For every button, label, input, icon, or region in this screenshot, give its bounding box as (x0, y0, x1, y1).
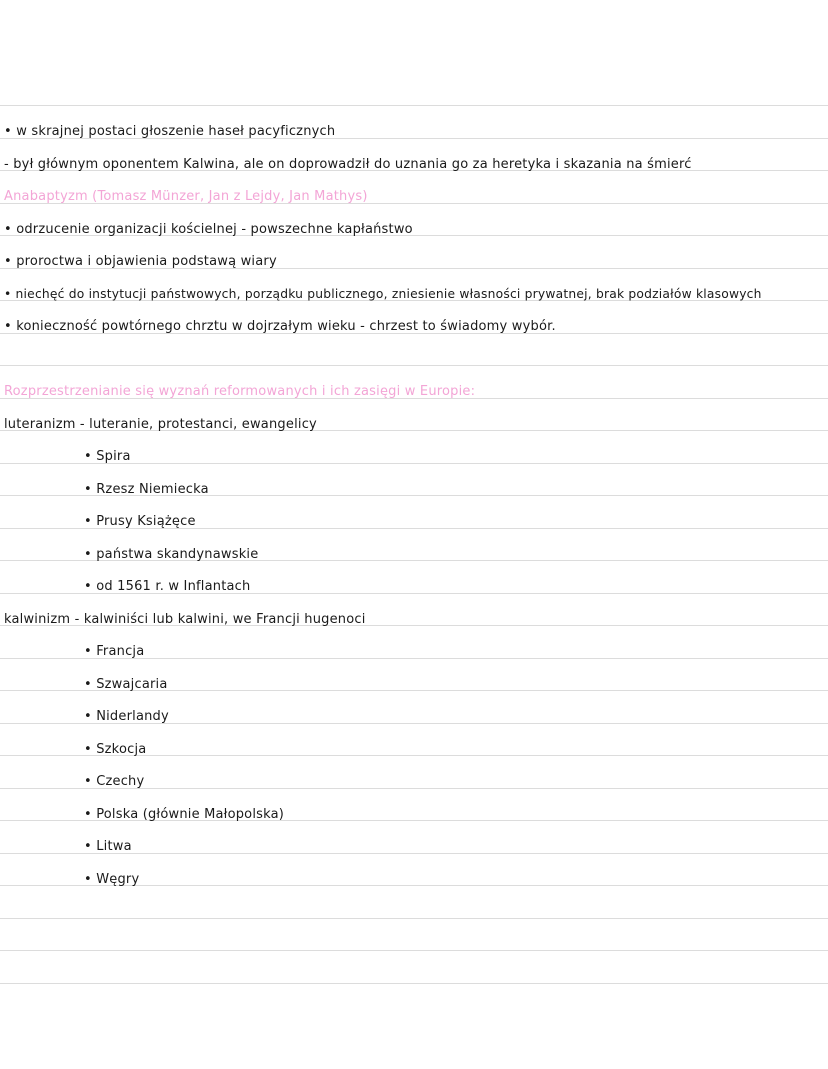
note-line: • niechęć do instytucji państwowych, porządku publicznego, zniesienie własności prywatnej, brak podziałów klasowych (4, 286, 762, 301)
note-line: • Rzesz Niemiecka (84, 481, 209, 497)
note-line: • Francja (84, 644, 145, 659)
section-heading: Anabaptyzm (Tomasz Münzer, Jan z Lejdy, Jan Mathys) (4, 189, 368, 204)
note-line: • Polska (głównie Małopolska) (84, 806, 285, 822)
ruled-line (0, 918, 828, 919)
note-line: • konieczność powtórnego chrztu w dojrzałym wieku - chrzest to świadomy wybór. (4, 319, 556, 334)
note-line: • od 1561 r. w Inflantach (84, 579, 251, 594)
note-line: • Węgry (84, 871, 140, 887)
note-line: luteranizm - luteranie, protestanci, ewangelicy (4, 416, 317, 432)
note-line: • Prusy Książęce (84, 514, 196, 529)
note-line: kalwinizm - kalwiniści lub kalwini, we Francji hugenoci (4, 611, 366, 627)
ruled-line (0, 105, 828, 106)
note-line: • Spira (84, 449, 131, 464)
note-line: • w skrajnej postaci głoszenie haseł pacyficznych (4, 124, 336, 139)
ruled-line (0, 950, 828, 951)
note-line: • Czechy (84, 774, 145, 789)
ruled-line (0, 983, 828, 984)
note-line: • Szwajcaria (84, 676, 168, 692)
note-line: • Niderlandy (84, 709, 169, 724)
section-heading: Rozprzestrzenianie się wyznań reformowanych i ich zasięgi w Europie: (4, 384, 476, 399)
note-line: - był głównym oponentem Kalwina, ale on doprowadził do uznania go za heretyka i skazania na śmierć (4, 156, 692, 172)
note-line: • Szkocja (84, 741, 147, 757)
note-line: • proroctwa i objawienia podstawą wiary (4, 254, 277, 269)
note-line: • państwa skandynawskie (84, 546, 259, 562)
note-line: • Litwa (84, 839, 132, 854)
note-line: • odrzucenie organizacji kościelnej - powszechne kapłaństwo (4, 221, 413, 237)
ruled-line (0, 365, 828, 366)
